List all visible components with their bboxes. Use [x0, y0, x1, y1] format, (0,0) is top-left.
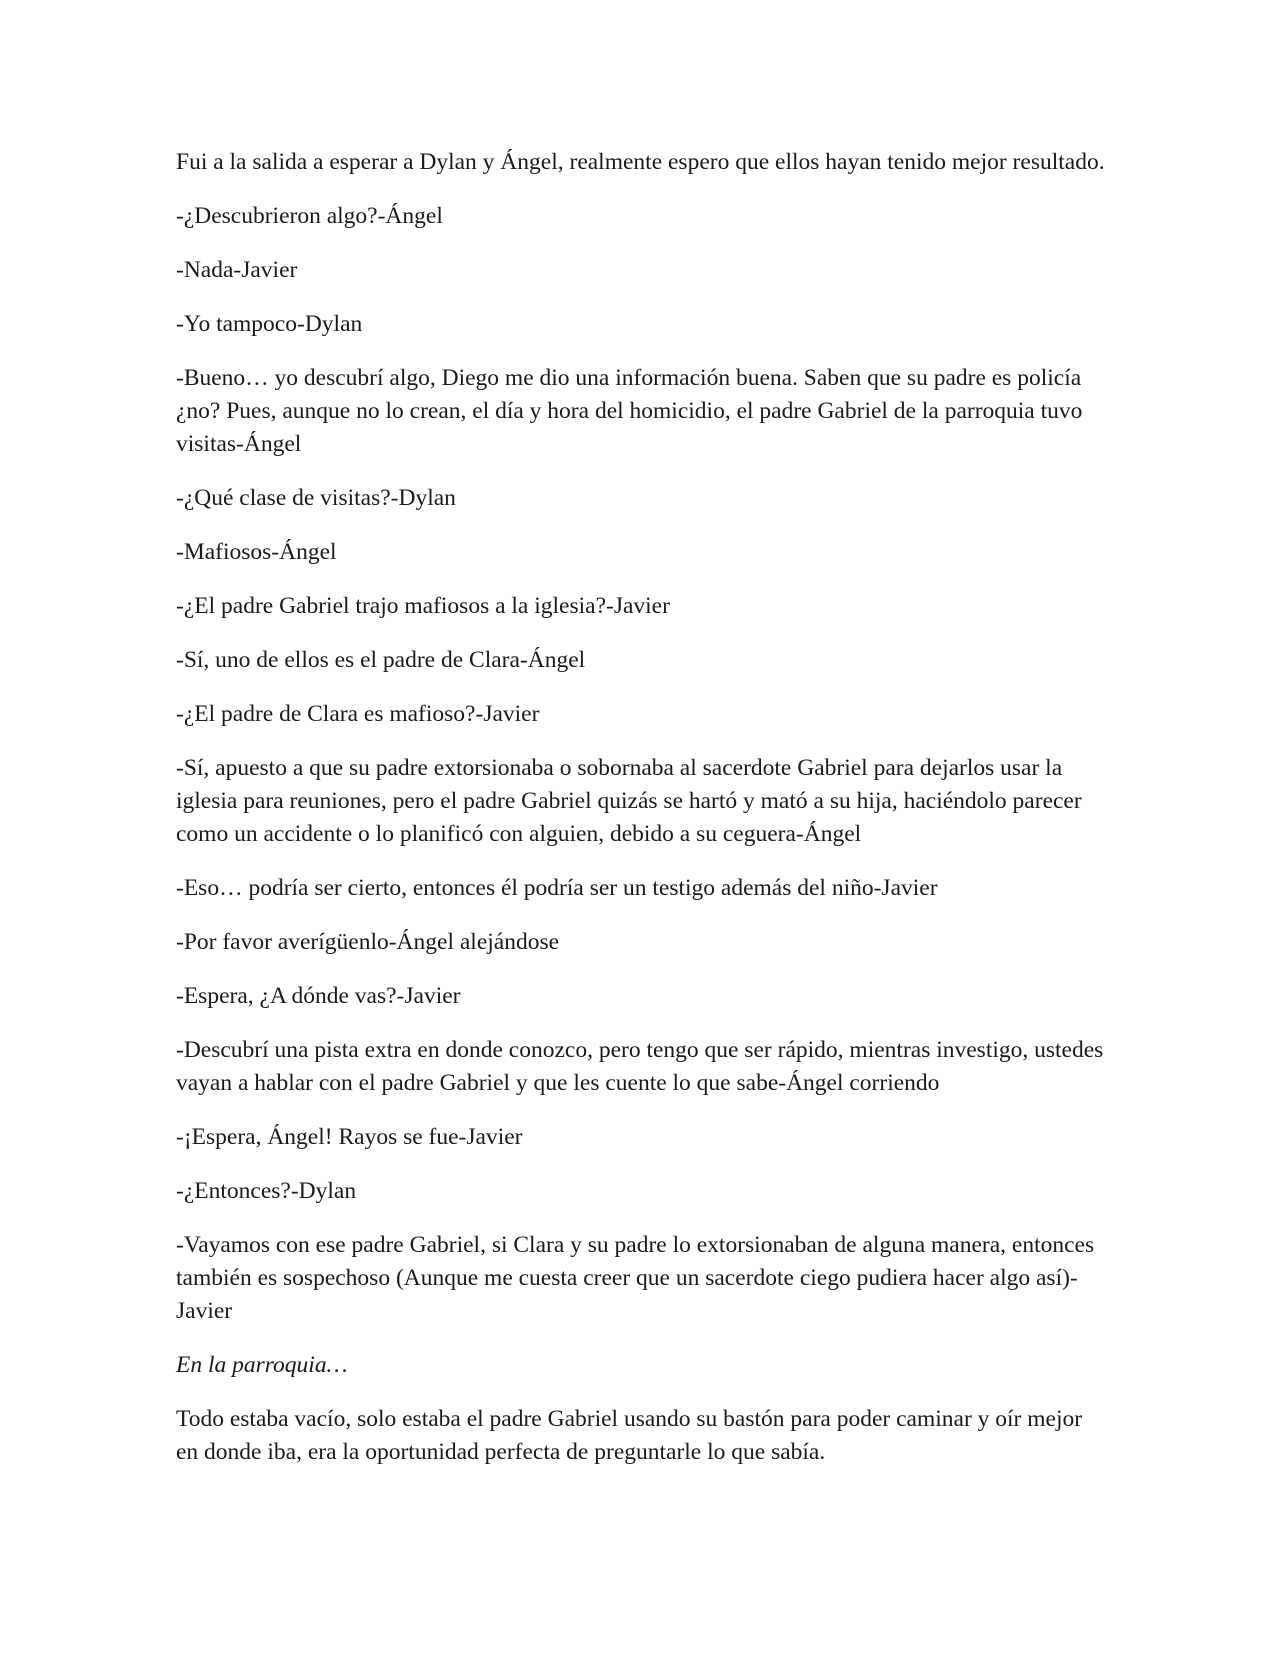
dialogue-line: -Descubrí una pista extra en donde conozco, pero tengo que ser rápido, mientras investigo, ustedes vayan a hablar con el padre Gabriel y que les cuente lo que sabe-Ángel corriendo [176, 1037, 1104, 1096]
dialogue-line: -Nada-Javier [176, 257, 298, 283]
dialogue-line: -¿Entonces?-Dylan [176, 1178, 357, 1204]
dialogue-line: -¿Qué clase de visitas?-Dylan [176, 485, 456, 511]
dialogue-line: -Vayamos con ese padre Gabriel, si Clara y su padre lo extorsionaban de alguna manera, entonces también es sospechoso (Aunque me cuesta creer que un sacerdote ciego pudiera hacer algo así)-Javier [176, 1232, 1095, 1324]
dialogue-line: -Yo tampoco-Dylan [176, 311, 363, 337]
dialogue-line: -Espera, ¿A dónde vas?-Javier [176, 983, 461, 1009]
dialogue-line: -¿Descubrieron algo?-Ángel [176, 203, 443, 229]
scene-heading: En la parroquia… [176, 1352, 348, 1378]
dialogue-line: -Sí, uno de ellos es el padre de Clara-Ángel [176, 647, 586, 673]
dialogue-line: -Mafiosos-Ángel [176, 539, 337, 565]
paragraph-narration-salida: Fui a la salida a esperar a Dylan y Ángel, realmente espero que ellos hayan tenido mejor resultado. [176, 149, 1105, 175]
dialogue-line: -¿El padre Gabriel trajo mafiosos a la iglesia?-Javier [176, 593, 670, 619]
paragraph-narration-parroquia: Todo estaba vacío, solo estaba el padre Gabriel usando su bastón para poder caminar y oír mejor en donde iba, era la oportunidad perfecta de preguntarle lo que sabía. [176, 1406, 1083, 1465]
dialogue-line: -Sí, apuesto a que su padre extorsionaba o sobornaba al sacerdote Gabriel para dejarlos usar la iglesia para reuniones, pero el padre Gabriel quizás se hartó y mató a su hija, haciéndolo parecer como un accidente o lo planificó con alguien, debido a su ceguera-Ángel [176, 755, 1082, 847]
dialogue-line: -Eso… podría ser cierto, entonces él podría ser un testigo además del niño-Javier [176, 875, 938, 901]
dialogue-line: -¡Espera, Ángel! Rayos se fue-Javier [176, 1124, 523, 1150]
dialogue-line: -Bueno… yo descubrí algo, Diego me dio una información buena. Saben que su padre es policía ¿no? Pues, aunque no lo crean, el día y hora del homicidio, el padre Gabriel de la parroquia tuvo visitas-Ángel [176, 365, 1083, 457]
dialogue-line: -¿El padre de Clara es mafioso?-Javier [176, 701, 540, 727]
document-page [176, 146, 1106, 1490]
dialogue-line: -Por favor averígüenlo-Ángel alejándose [176, 929, 560, 955]
